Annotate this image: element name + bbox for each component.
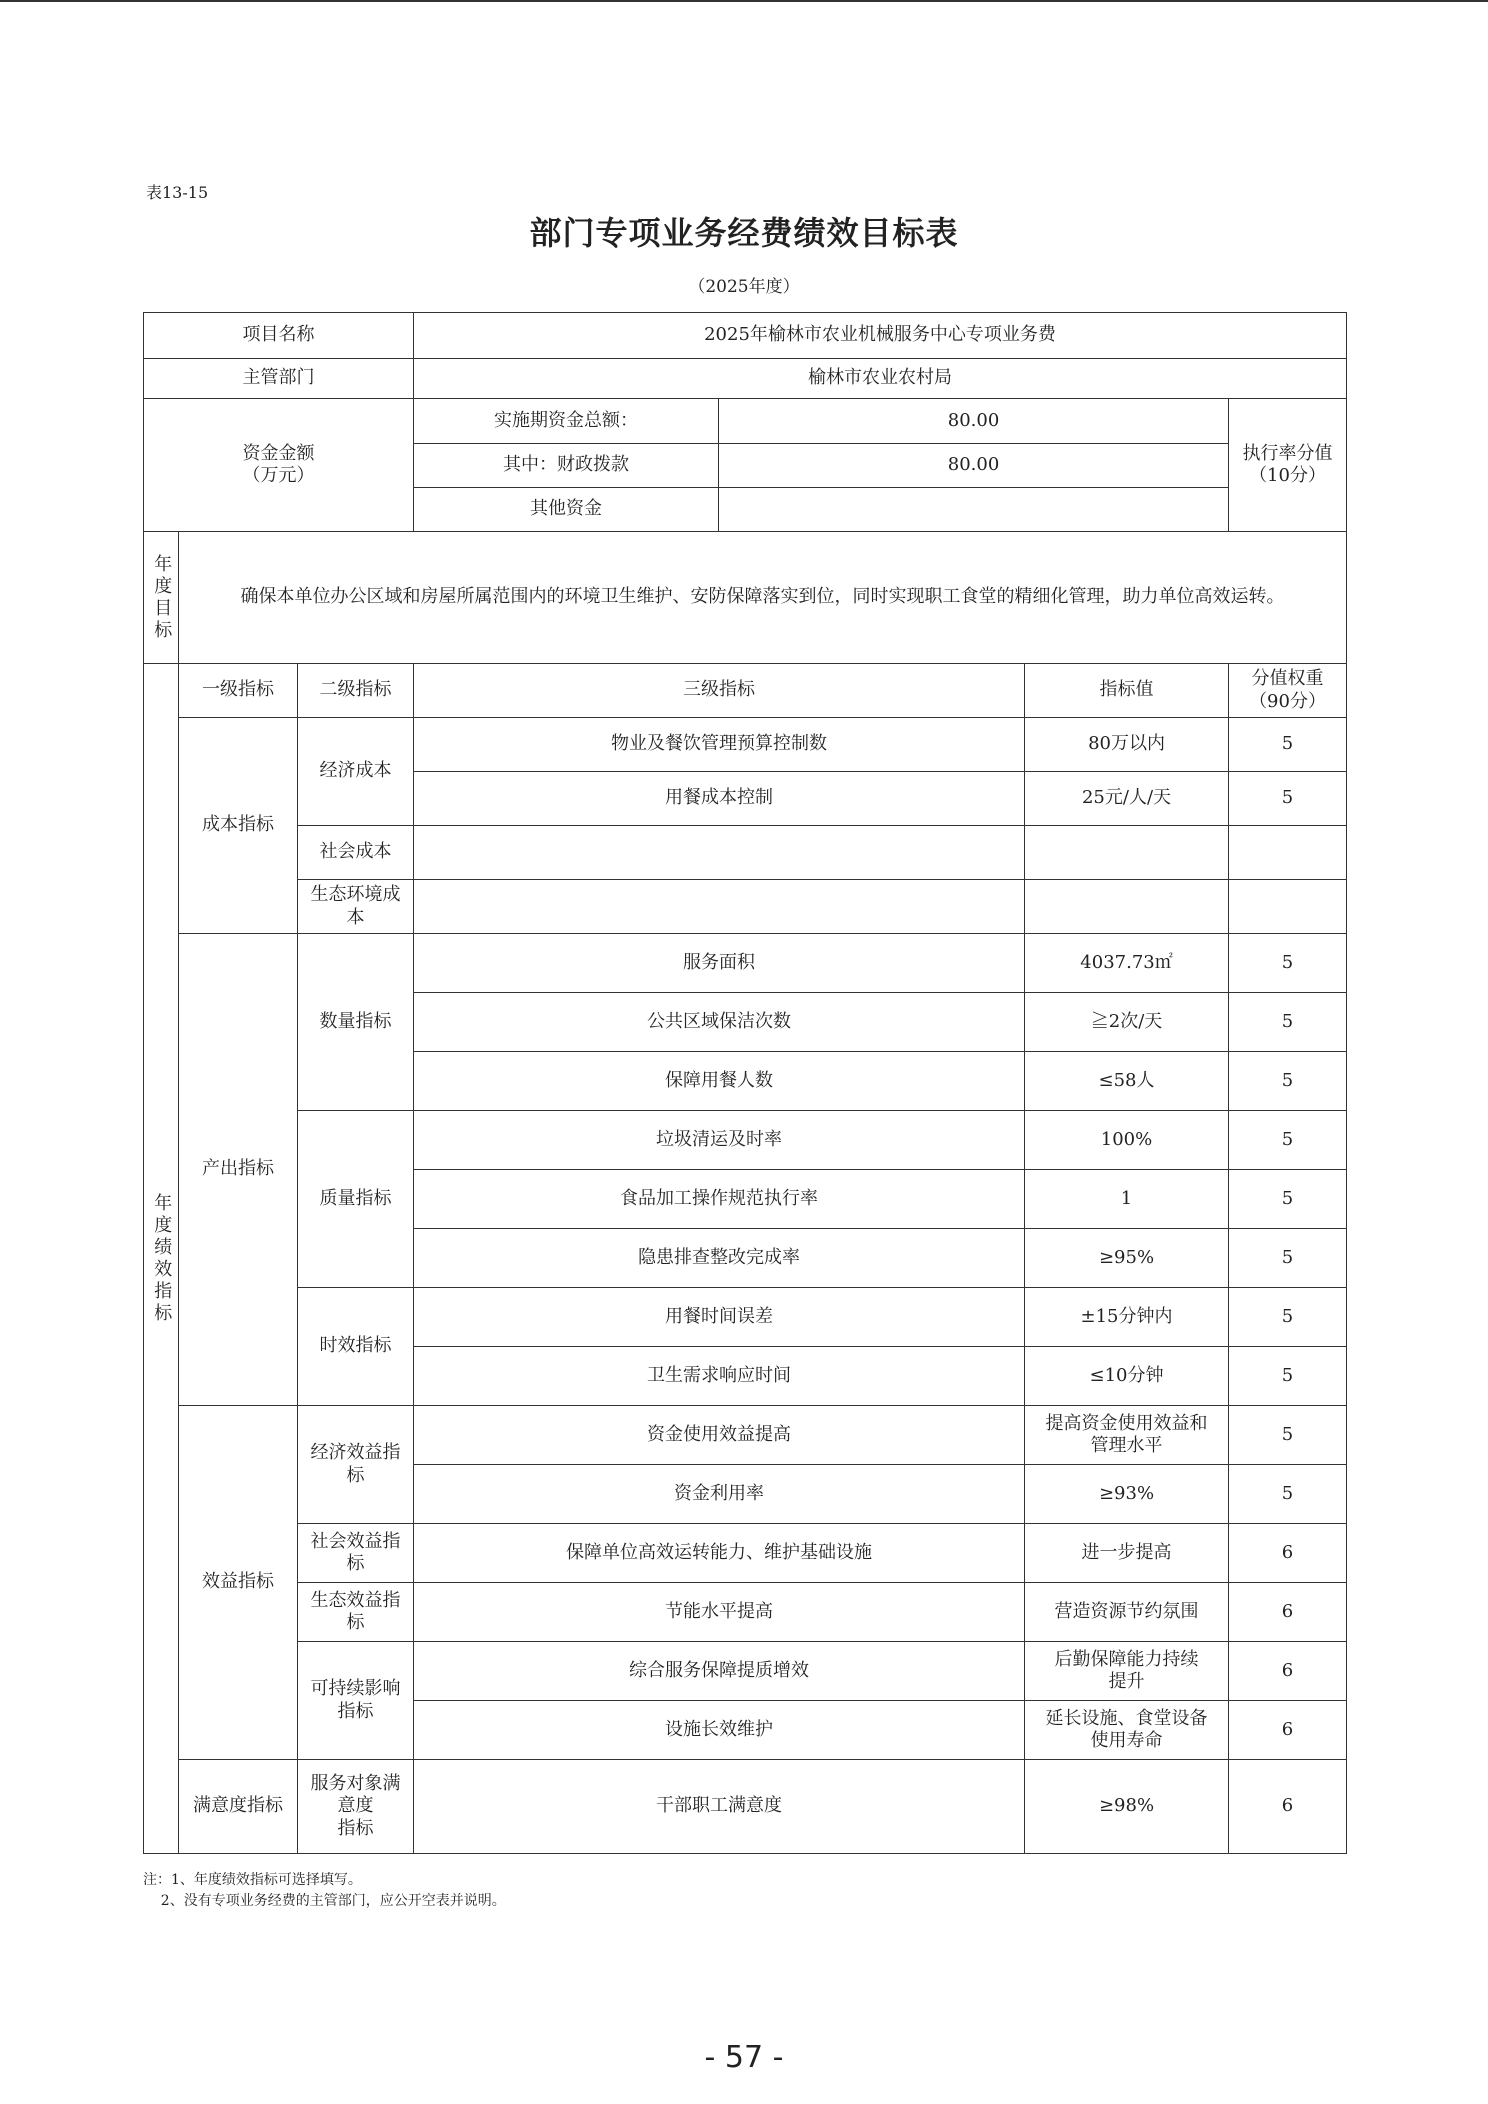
indicator-weight: 6 — [1229, 1760, 1347, 1854]
cost-indicator-label: 成本指标 — [179, 718, 298, 934]
table-row — [144, 718, 1347, 772]
indicator-value: ≥98% — [1025, 1760, 1229, 1854]
col-level2-header: 二级指标 — [298, 664, 414, 718]
indicator-value: ≧2次/天 — [1025, 993, 1229, 1052]
col-level3-header: 三级指标 — [414, 664, 1025, 718]
indicator-weight: 6 — [1229, 1524, 1347, 1583]
year-subtitle: （2025年度） — [688, 277, 800, 297]
output-indicator-label: 产出指标 — [179, 934, 298, 1406]
indicator-weight: 5 — [1229, 934, 1347, 993]
funds-other-label: 其他资金 — [414, 488, 719, 532]
table-number: 表13-15 — [146, 183, 209, 202]
indicator-value: 80万以内 — [1025, 718, 1229, 772]
indicator-name: 综合服务保障提质增效 — [414, 1642, 1025, 1701]
indicator-weight — [1229, 826, 1347, 880]
col-level1-header: 一级指标 — [179, 664, 298, 718]
table-row — [144, 1111, 1347, 1170]
indicators-section-label: 年度绩效指标 — [144, 664, 179, 1854]
indicator-value: 100% — [1025, 1111, 1229, 1170]
table-row — [144, 1288, 1347, 1347]
department-label: 主管部门 — [144, 359, 414, 399]
social-cost-label: 社会成本 — [298, 826, 414, 880]
table-row — [144, 880, 1347, 934]
indicator-weight: 5 — [1229, 718, 1347, 772]
indicator-value — [1025, 826, 1229, 880]
table-row — [144, 1760, 1347, 1854]
indicator-name: 垃圾清运及时率 — [414, 1111, 1025, 1170]
indicator-weight: 6 — [1229, 1583, 1347, 1642]
satisfaction-level2-label: 服务对象满 意度 指标 — [298, 1760, 414, 1854]
indicator-name: 隐患排查整改完成率 — [414, 1229, 1025, 1288]
indicator-name: 食品加工操作规范执行率 — [414, 1170, 1025, 1229]
project-name-row — [144, 313, 1347, 359]
indicator-value — [1025, 880, 1229, 934]
indicator-weight: 5 — [1229, 1465, 1347, 1524]
eco-env-cost-label: 生态环境成 本 — [298, 880, 414, 934]
table-row — [144, 1524, 1347, 1583]
timeliness-indicator-label: 时效指标 — [298, 1288, 414, 1406]
funds-fiscal-value: 80.00 — [719, 444, 1229, 488]
performance-target-table — [143, 312, 1347, 1854]
benefit-indicator-label: 效益指标 — [179, 1406, 298, 1760]
indicator-name: 保障用餐人数 — [414, 1052, 1025, 1111]
indicator-name: 节能水平提高 — [414, 1583, 1025, 1642]
indicator-value: 4037.73㎡ — [1025, 934, 1229, 993]
indicator-weight: 5 — [1229, 1229, 1347, 1288]
indicator-name: 服务面积 — [414, 934, 1025, 993]
indicator-weight: 6 — [1229, 1701, 1347, 1760]
indicator-weight: 5 — [1229, 1111, 1347, 1170]
table-row — [144, 1642, 1347, 1701]
indicator-name: 资金使用效益提高 — [414, 1406, 1025, 1465]
indicator-weight: 5 — [1229, 1170, 1347, 1229]
funds-total-row — [144, 399, 1347, 444]
indicator-weight: 6 — [1229, 1642, 1347, 1701]
indicator-weight: 5 — [1229, 1052, 1347, 1111]
indicator-value: ≤10分钟 — [1025, 1347, 1229, 1406]
indicator-weight: 5 — [1229, 1288, 1347, 1347]
indicator-name: 物业及餐饮管理预算控制数 — [414, 718, 1025, 772]
indicator-value: 后勤保障能力持续 提升 — [1025, 1642, 1229, 1701]
table-row — [144, 1406, 1347, 1465]
indicator-name: 卫生需求响应时间 — [414, 1347, 1025, 1406]
indicator-name: 干部职工满意度 — [414, 1760, 1025, 1854]
col-value-header: 指标值 — [1025, 664, 1229, 718]
funds-total-label: 实施期资金总额： — [414, 399, 719, 444]
table-row — [144, 934, 1347, 993]
indicator-name: 资金利用率 — [414, 1465, 1025, 1524]
indicator-name: 用餐成本控制 — [414, 772, 1025, 826]
funds-fiscal-label: 其中：财政拨款 — [414, 444, 719, 488]
indicator-name: 用餐时间误差 — [414, 1288, 1025, 1347]
execution-rate-label: 执行率分值 （10分） — [1229, 399, 1347, 532]
indicator-name — [414, 880, 1025, 934]
annual-goal-row — [144, 532, 1347, 664]
indicators-header-row — [144, 664, 1347, 718]
indicator-weight: 5 — [1229, 993, 1347, 1052]
top-border-line — [0, 0, 1488, 2]
funds-other-value — [719, 488, 1229, 532]
indicator-value: ≥95% — [1025, 1229, 1229, 1288]
economic-cost-label: 经济成本 — [298, 718, 414, 826]
indicator-value: 进一步提高 — [1025, 1524, 1229, 1583]
department-row — [144, 359, 1347, 399]
indicator-weight: 5 — [1229, 1406, 1347, 1465]
indicator-name: 设施长效维护 — [414, 1701, 1025, 1760]
footnote-1: 注：1、年度绩效指标可选择填写。 — [143, 1872, 362, 1888]
footnotes — [143, 1870, 506, 1912]
footnote-2: 2、没有专项业务经费的主管部门，应公开空表并说明。 — [143, 1893, 506, 1909]
indicator-name: 保障单位高效运转能力、维护基础设施 — [414, 1524, 1025, 1583]
page-title: 部门专项业务经费绩效目标表 — [529, 214, 959, 252]
table-row — [144, 1583, 1347, 1642]
funds-label: 资金金额 （万元） — [144, 399, 414, 532]
quality-indicator-label: 质量指标 — [298, 1111, 414, 1288]
funds-total-value: 80.00 — [719, 399, 1229, 444]
indicator-weight — [1229, 880, 1347, 934]
indicator-value: ±15分钟内 — [1025, 1288, 1229, 1347]
indicator-weight: 5 — [1229, 1347, 1347, 1406]
indicator-weight: 5 — [1229, 772, 1347, 826]
indicator-value: ≥93% — [1025, 1465, 1229, 1524]
annual-goal-label: 年度目标 — [144, 532, 179, 664]
table-row — [144, 826, 1347, 880]
col-weight-header: 分值权重 （90分） — [1229, 664, 1347, 718]
indicator-name — [414, 826, 1025, 880]
ecological-benefit-label: 生态效益指 标 — [298, 1583, 414, 1642]
indicator-value: 营造资源节约氛围 — [1025, 1583, 1229, 1642]
satisfaction-indicator-label: 满意度指标 — [179, 1760, 298, 1854]
indicator-value: ≤58人 — [1025, 1052, 1229, 1111]
indicator-value: 提高资金使用效益和 管理水平 — [1025, 1406, 1229, 1465]
indicator-value: 1 — [1025, 1170, 1229, 1229]
economic-benefit-label: 经济效益指 标 — [298, 1406, 414, 1524]
page-number: - 57 - — [704, 2040, 784, 2075]
project-name-label: 项目名称 — [144, 313, 414, 359]
indicator-value: 延长设施、食堂设备 使用寿命 — [1025, 1701, 1229, 1760]
indicator-name: 公共区域保洁次数 — [414, 993, 1025, 1052]
indicator-value: 25元/人/天 — [1025, 772, 1229, 826]
sustainable-impact-label: 可持续影响 指标 — [298, 1642, 414, 1760]
department-value: 榆林市农业农村局 — [414, 359, 1347, 399]
project-name-value: 2025年榆林市农业机械服务中心专项业务费 — [414, 313, 1347, 359]
quantity-indicator-label: 数量指标 — [298, 934, 414, 1111]
annual-goal-text: 确保本单位办公区域和房屋所属范围内的环境卫生维护、安防保障落实到位，同时实现职工食堂的精细化管理，助力单位高效运转。 — [179, 532, 1347, 664]
social-benefit-label: 社会效益指 标 — [298, 1524, 414, 1583]
